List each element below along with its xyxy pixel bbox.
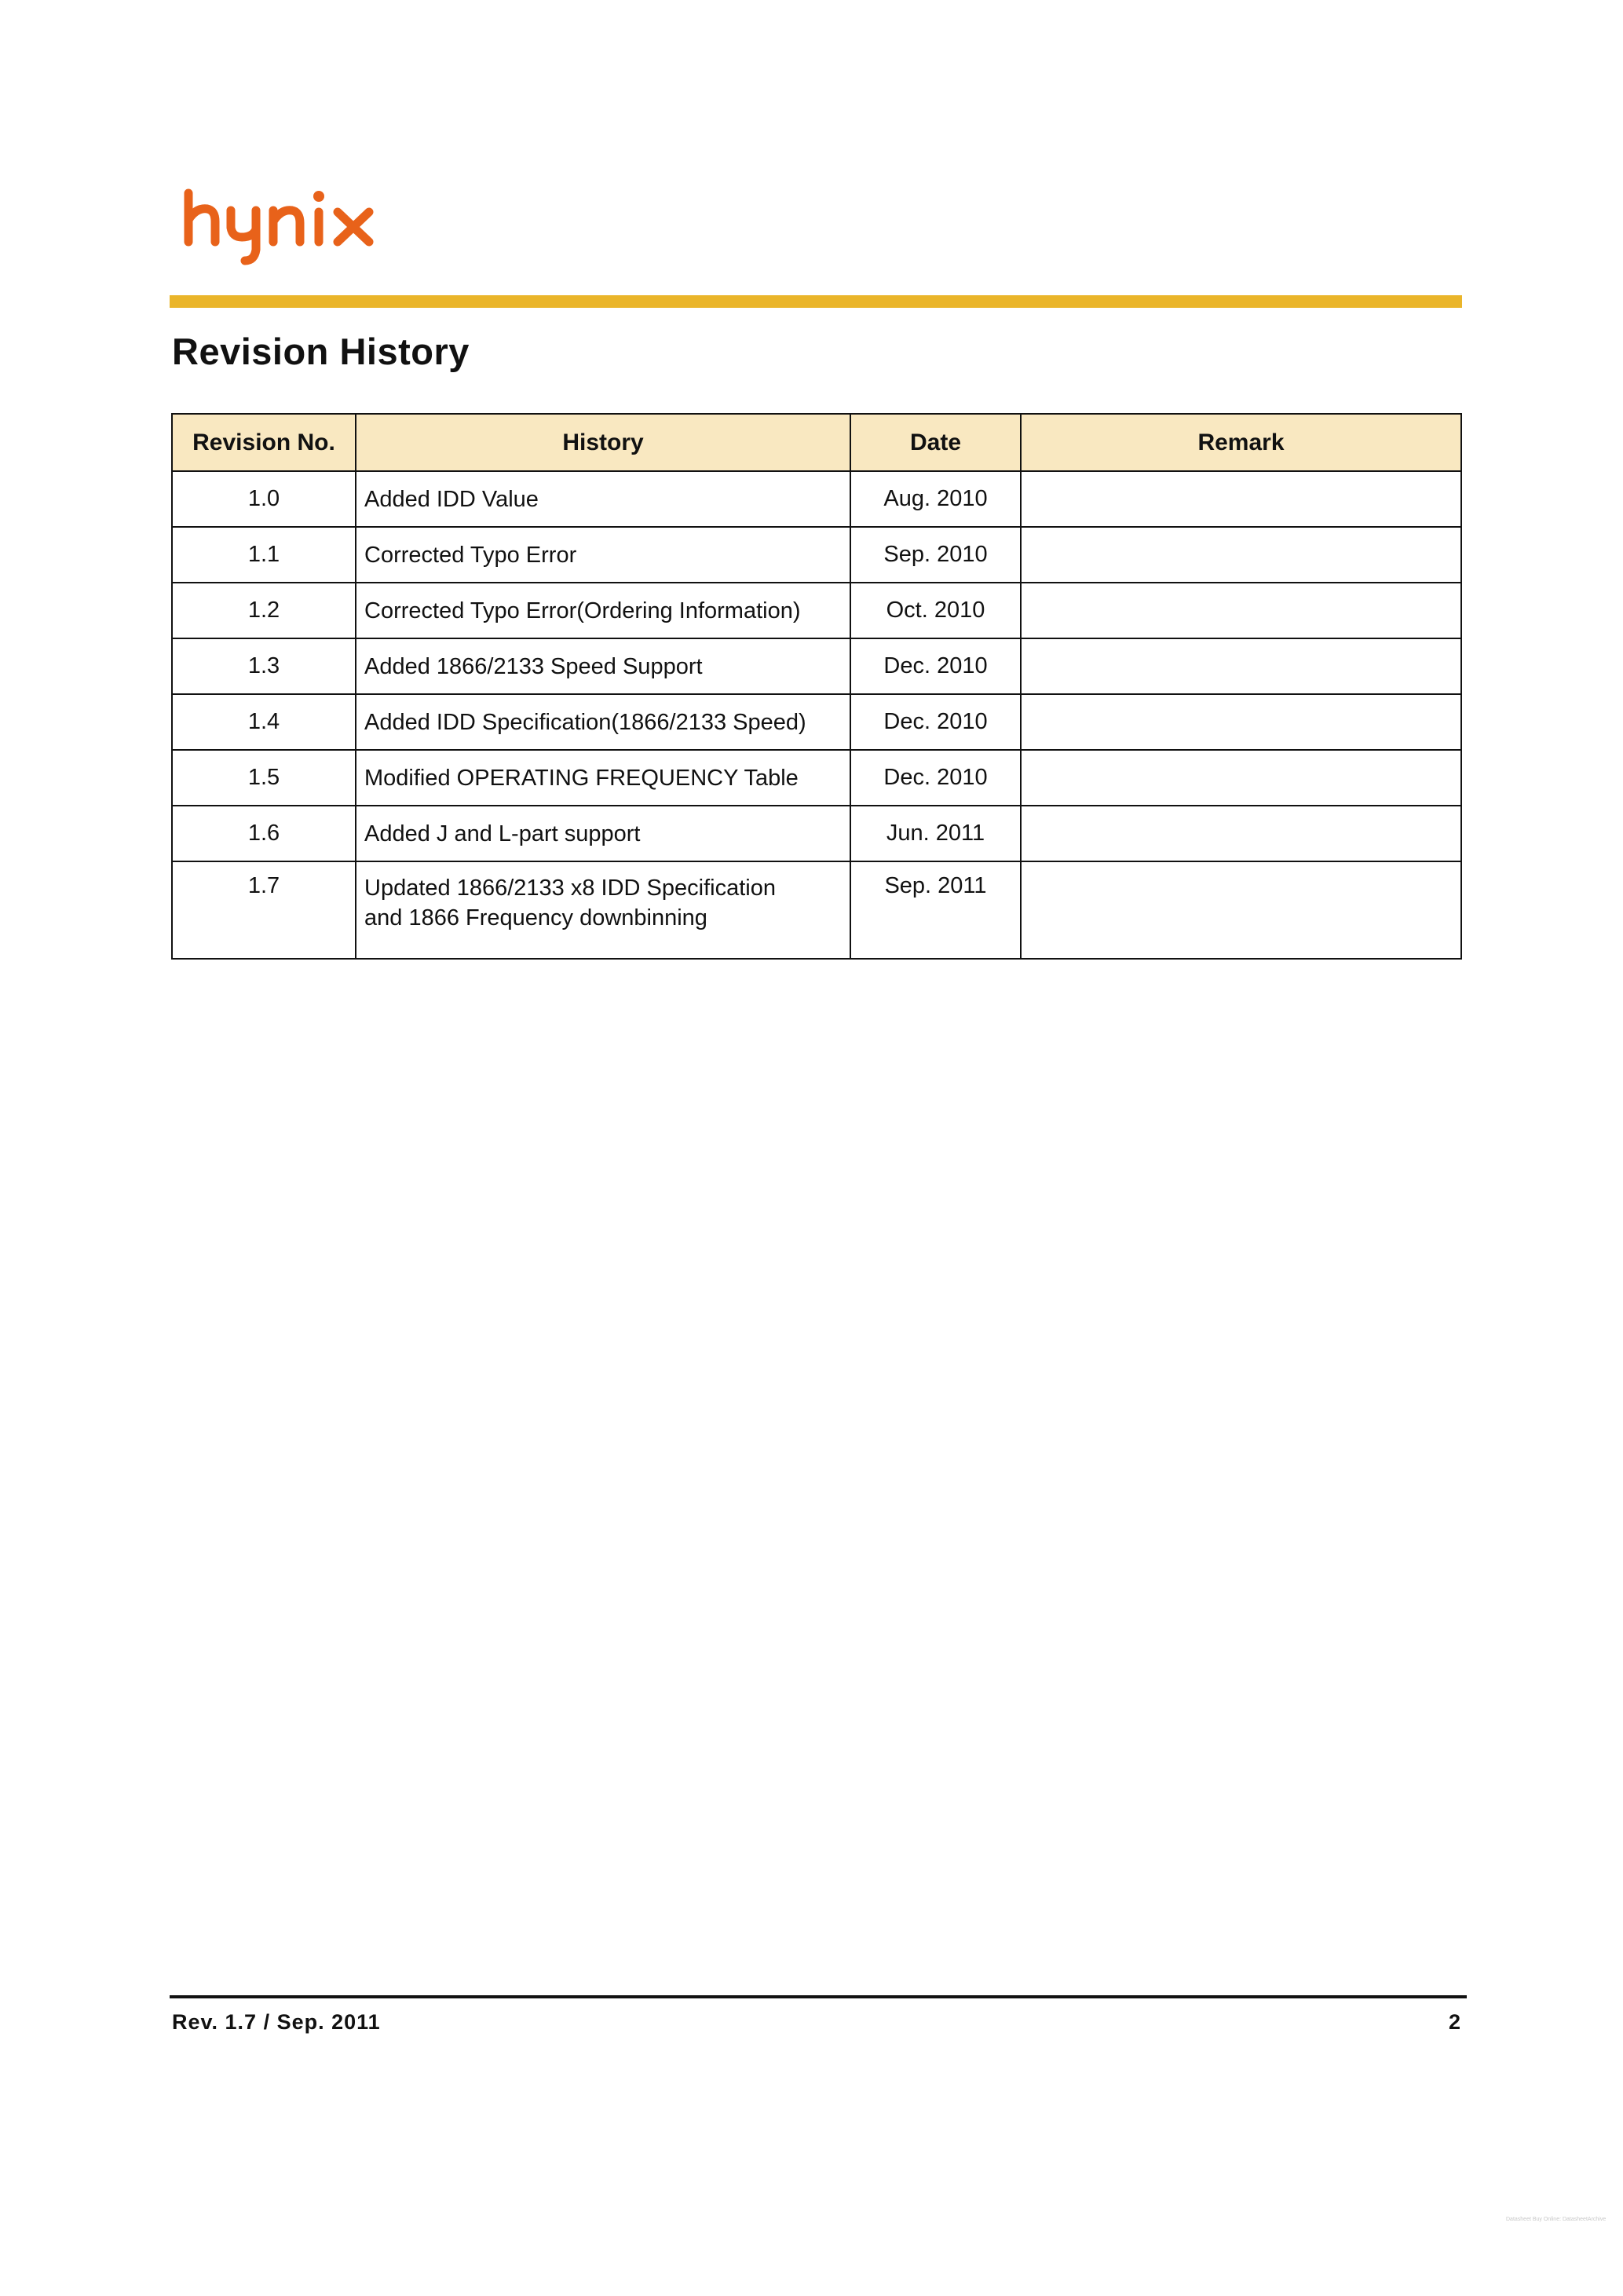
revision-cell: 1.5 <box>172 750 356 806</box>
table-header-row <box>172 414 1461 471</box>
date-cell: Sep. 2011 <box>850 861 1021 959</box>
history-cell: Added J and L-part support <box>356 806 850 861</box>
history-cell: Corrected Typo Error <box>356 527 850 583</box>
table-row <box>172 861 1461 959</box>
table-row <box>172 694 1461 750</box>
history-cell: Added 1866/2133 Speed Support <box>356 638 850 694</box>
remark-cell <box>1021 583 1461 638</box>
revision-history-table <box>171 413 1462 960</box>
table-row <box>172 638 1461 694</box>
footer-rule <box>170 1995 1467 1998</box>
remark-cell <box>1021 750 1461 806</box>
revision-cell: 1.2 <box>172 583 356 638</box>
history-cell: Updated 1866/2133 x8 IDD Specification and 1866 Frequency downbinning <box>356 861 850 959</box>
history-cell: Modified OPERATING FREQUENCY Table <box>356 750 850 806</box>
history-cell: Corrected Typo Error(Ordering Information) <box>356 583 850 638</box>
date-cell: Dec. 2010 <box>850 694 1021 750</box>
revision-cell: 1.1 <box>172 527 356 583</box>
date-cell: Sep. 2010 <box>850 527 1021 583</box>
header-history: History <box>356 414 850 471</box>
revision-cell: 1.3 <box>172 638 356 694</box>
table-row <box>172 750 1461 806</box>
header-date: Date <box>850 414 1021 471</box>
hynix-logo <box>181 187 400 265</box>
date-cell: Dec. 2010 <box>850 750 1021 806</box>
revision-cell: 1.0 <box>172 471 356 527</box>
remark-cell <box>1021 806 1461 861</box>
table-row <box>172 583 1461 638</box>
header-revision-no: Revision No. <box>172 414 356 471</box>
history-cell: Added IDD Specification(1866/2133 Speed) <box>356 694 850 750</box>
date-cell: Dec. 2010 <box>850 638 1021 694</box>
date-cell: Aug. 2010 <box>850 471 1021 527</box>
header-remark: Remark <box>1021 414 1461 471</box>
footer-revision: Rev. 1.7 / Sep. 2011 <box>172 2010 381 2034</box>
revision-cell: 1.7 <box>172 861 356 959</box>
remark-cell <box>1021 527 1461 583</box>
revision-cell: 1.6 <box>172 806 356 861</box>
top-accent-rule <box>170 295 1462 308</box>
table-row <box>172 527 1461 583</box>
watermark-text: Datasheet Buy Online: DatasheetArchive <box>1506 2217 1607 2222</box>
remark-cell <box>1021 694 1461 750</box>
history-cell: Added IDD Value <box>356 471 850 527</box>
date-cell: Oct. 2010 <box>850 583 1021 638</box>
table-row <box>172 806 1461 861</box>
page-title: Revision History <box>172 331 470 372</box>
date-cell: Jun. 2011 <box>850 806 1021 861</box>
remark-cell <box>1021 638 1461 694</box>
revision-cell: 1.4 <box>172 694 356 750</box>
remark-cell <box>1021 471 1461 527</box>
remark-cell <box>1021 861 1461 959</box>
table-row <box>172 471 1461 527</box>
page-number: 2 <box>1448 2010 1460 2034</box>
